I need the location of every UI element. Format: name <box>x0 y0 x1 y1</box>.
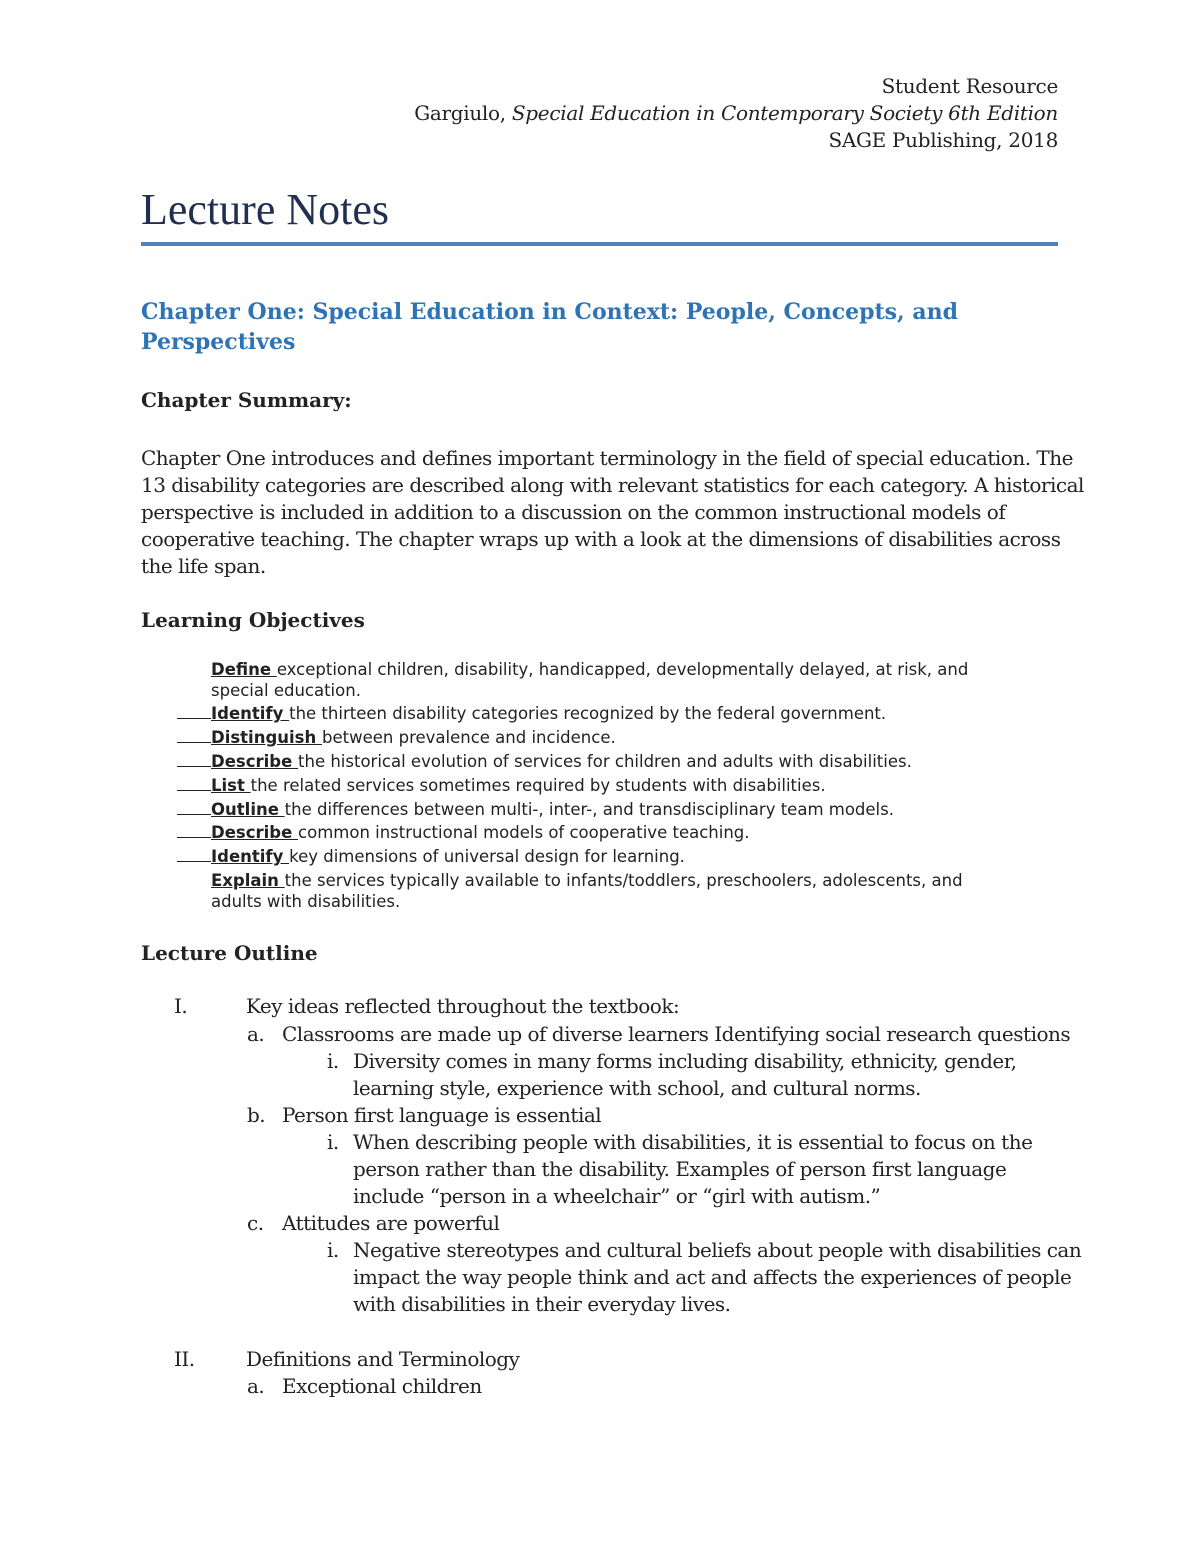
objective-continuation: special education. <box>211 681 361 700</box>
header-line-3: SAGE Publishing, 2018 <box>828 128 1058 152</box>
outline-marker: c. <box>247 1211 264 1235</box>
outline-item: Person first language is essential <box>282 1103 602 1127</box>
outline-item: Negative stereotypes and cultural beliefs about people with disabilities can <box>353 1238 1082 1262</box>
objective-text: the related services sometimes required by students with disabilities. <box>250 776 826 795</box>
outline-marker: I. <box>174 994 188 1018</box>
outline-marker: i. <box>327 1049 339 1073</box>
header-line-2 <box>414 101 1058 125</box>
outline-item: Classrooms are made up of diverse learners Identifying social research questions <box>282 1022 1071 1046</box>
objective-text: key dimensions of universal design for learning. <box>289 847 685 866</box>
summary-line-1: Chapter One introduces and defines important terminology in the field of special education. The <box>141 446 1073 470</box>
objective-verb: Identify <box>211 704 290 723</box>
objective-verb: Explain <box>211 871 285 890</box>
objective-text: between prevalence and incidence. <box>322 728 616 747</box>
objectives-heading: Learning Objectives <box>141 608 365 632</box>
objective-text: the differences between multi-, inter-, and transdisciplinary team models. <box>284 800 894 819</box>
objective-verb: Outline <box>211 800 285 819</box>
outline-item-continuation: learning style, experience with school, and cultural norms. <box>353 1076 921 1100</box>
outline-marker: II. <box>174 1347 195 1371</box>
objective-item <box>177 799 894 820</box>
blank-line <box>177 823 211 838</box>
outline-item: Key ideas reflected throughout the textbook: <box>246 994 680 1018</box>
objective-text: the thirteen disability categories recognized by the federal government. <box>289 704 887 723</box>
blank-line <box>177 776 211 791</box>
objective-item <box>211 870 963 891</box>
outline-item: Exceptional children <box>282 1374 482 1398</box>
objective-text: the services typically available to infants/toddlers, preschoolers, adolescents, and <box>284 871 963 890</box>
summary-heading: Chapter Summary: <box>141 388 352 412</box>
outline-item: Definitions and Terminology <box>246 1347 520 1371</box>
outline-item: Diversity comes in many forms including disability, ethnicity, gender, <box>353 1049 1017 1073</box>
blank-line <box>177 800 211 815</box>
chapter-heading: Chapter One: Special Education in Context: People, Concepts, and Perspectives <box>141 299 958 355</box>
blank-line <box>177 752 211 767</box>
objective-verb: Distinguish <box>211 728 322 747</box>
outline-item-continuation: with disabilities in their everyday lives. <box>353 1292 731 1316</box>
objective-continuation: adults with disabilities. <box>211 892 401 911</box>
objective-item <box>177 751 912 772</box>
objective-item <box>211 659 968 680</box>
outline-item: When describing people with disabilities, it is essential to focus on the <box>353 1130 1033 1154</box>
objective-item <box>177 775 826 796</box>
blank-line <box>177 728 211 743</box>
objective-verb: Describe <box>211 823 299 842</box>
outline-item: Attitudes are powerful <box>282 1211 500 1235</box>
summary-line-2: 13 disability categories are described along with relevant statistics for each category. A historical <box>141 473 1084 497</box>
outline-marker: a. <box>247 1374 265 1398</box>
outline-item-continuation: person rather than the disability. Examples of person first language <box>353 1157 1007 1181</box>
blank-line <box>177 704 211 719</box>
blank-line <box>177 847 211 862</box>
objective-item <box>177 846 685 867</box>
outline-marker: i. <box>327 1130 339 1154</box>
objective-verb: List <box>211 776 251 795</box>
summary-line-5: the life span. <box>141 554 266 578</box>
objective-text: the historical evolution of services for children and adults with disabilities. <box>298 752 912 771</box>
outline-item-continuation: impact the way people think and act and affects the experiences of people <box>353 1265 1072 1289</box>
page-title: Lecture Notes <box>141 185 389 234</box>
outline-marker: i. <box>327 1238 339 1262</box>
objective-item <box>177 822 750 843</box>
summary-line-3: perspective is included in addition to a discussion on the common instructional models of <box>141 500 1006 524</box>
header-author: Gargiulo, <box>414 101 512 125</box>
title-underline <box>141 242 1058 246</box>
objective-verb: Define <box>211 660 277 679</box>
objective-item <box>177 703 886 724</box>
outline-marker: a. <box>247 1022 265 1046</box>
objective-text: exceptional children, disability, handicapped, developmentally delayed, at risk, and <box>276 660 969 679</box>
header-book-title: Special Education in Contemporary Society 6th Edition <box>511 101 1058 125</box>
outline-heading: Lecture Outline <box>141 941 318 965</box>
outline-item-continuation: include “person in a wheelchair” or “girl with autism.” <box>353 1184 881 1208</box>
summary-line-4: cooperative teaching. The chapter wraps up with a look at the dimensions of disabilities across <box>141 527 1061 551</box>
objective-verb: Describe <box>211 752 299 771</box>
outline-marker: b. <box>247 1103 266 1127</box>
header-line-1: Student Resource <box>881 74 1058 98</box>
objective-verb: Identify <box>211 847 290 866</box>
objective-text: common instructional models of cooperative teaching. <box>298 823 750 842</box>
objective-item <box>177 727 616 748</box>
